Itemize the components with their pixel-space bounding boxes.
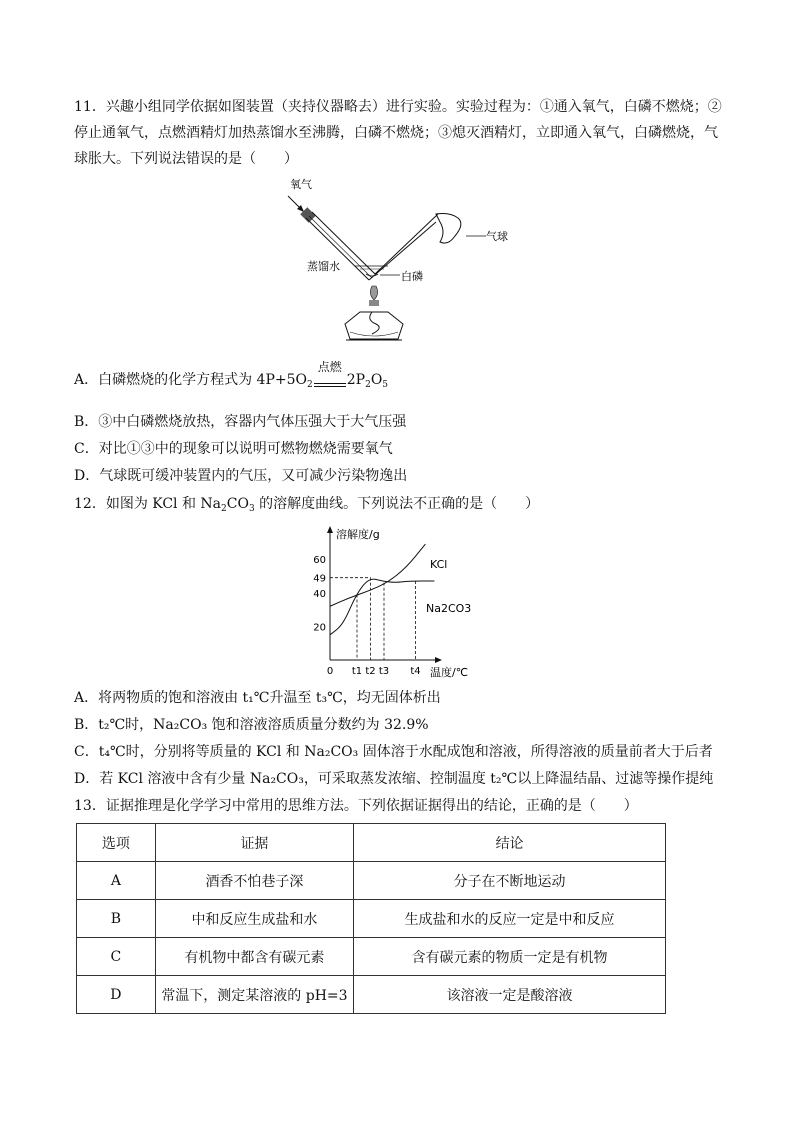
y-axis-label: 溶解度/g [336, 528, 380, 541]
table-row[interactable] [77, 862, 666, 900]
x-tick-label: 0 [326, 666, 334, 677]
q13-table [76, 823, 666, 1014]
table-header: 证据 [155, 824, 353, 862]
y-tick-label: 49 [313, 573, 326, 585]
table-cell: 分子在不断地运动 [354, 862, 666, 900]
series-label-kcl: KCl [430, 558, 448, 571]
q11-option-d[interactable]: D．气球既可缓冲装置内的气压，又可减少污染物逸出 [74, 468, 408, 484]
table-cell: 有机物中都含有碳元素 [155, 938, 353, 976]
y-tick-label: 40 [313, 588, 326, 600]
label-phosphorus: 白磷 [401, 270, 423, 283]
label-balloon: 气球 [486, 230, 508, 243]
table-cell: 中和反应生成盐和水 [155, 900, 353, 938]
x-axis-label: 温度/℃ [430, 666, 469, 679]
table-row[interactable] [77, 938, 666, 976]
table-header: 选项 [77, 824, 156, 862]
y-tick-label: 60 [313, 555, 326, 567]
table-cell: 酒香不怕巷子深 [155, 862, 353, 900]
table-cell: 常温下，测定某溶液的 pH=3 [155, 976, 353, 1014]
table-cell: D [77, 976, 156, 1014]
series-line-na2co3 [330, 579, 434, 635]
x-tick-label: t2 [365, 666, 376, 677]
x-tick-label: t1 [351, 666, 363, 677]
table-cell: 含有碳元素的物质一定是有机物 [354, 938, 666, 976]
table-header-row [77, 824, 666, 862]
y-tick-label: 20 [313, 622, 326, 634]
table-row[interactable] [77, 976, 666, 1014]
table-row[interactable] [77, 900, 666, 938]
series-line-kcl [330, 544, 425, 606]
q11-option-a[interactable]: A．白磷燃烧的化学方程式为 $4P+5O_2$ 点燃 $2P_2O_5$ [74, 370, 388, 395]
solubility-chart [306, 524, 496, 684]
y-axis-arrow [327, 526, 333, 533]
x-tick-label: t3 [378, 666, 390, 677]
q13-stem: 13．证据推理是化学学习中常用的思维方法。下列依据证据得出的结论，正确的是（ ） [74, 798, 638, 814]
q12-stem: 12．如图为 KCl 和 $Na_2CO_3$ 的溶解度曲线。下列说法不正确的是（ ） [74, 496, 540, 514]
table-header: 结论 [354, 824, 666, 862]
x-tick-label: t4 [410, 666, 421, 677]
table-cell: A [77, 862, 156, 900]
q12-option-b[interactable]: B．t₂℃时，Na₂CO₃ 饱和溶液溶质质量分数约为 32.9% [74, 717, 429, 733]
q12-option-c[interactable]: C．t₄℃时，分别将等质量的 KCl 和 Na₂CO₃ 固体溶于水配成饱和溶液，所得溶液的质量前者大于后者 [74, 744, 713, 760]
table-cell: 该溶液一定是酸溶液 [354, 976, 666, 1014]
q11-option-b[interactable]: B．③中白磷燃烧放热，容器内气体压强大于大气压强 [74, 414, 407, 430]
x-axis-arrow [435, 657, 442, 663]
series-label-na2co3: Na2CO3 [426, 602, 472, 615]
table-cell: C [77, 938, 156, 976]
q11-apparatus-figure [280, 174, 520, 354]
label-water: 蒸馏水 [307, 260, 340, 273]
q12-option-a[interactable]: A．将两物质的饱和溶液由 t₁℃升温至 t₃℃，均无固体析出 [74, 690, 441, 706]
reaction-condition: 点燃 [314, 375, 346, 395]
label-oxygen: 氧气 [290, 178, 312, 191]
q11-option-c[interactable]: C．对比①③中的现象可以说明可燃物燃烧需要氧气 [74, 441, 393, 457]
q11-stem: 11．兴趣小组同学依据如图装置（夹持仪器略去）进行实验。实验过程为：①通入氧气，白磷不燃烧；②停止通氧气，点燃酒精灯加热蒸馏水至沸腾，白磷不燃烧；③熄灭酒精灯，立即通入氧气，白磷燃烧，气球胀大。下列说法错误的是（ ） [74, 99, 722, 167]
table-cell: 生成盐和水的反应一定是中和反应 [354, 900, 666, 938]
table-cell: B [77, 900, 156, 938]
q12-option-d[interactable]: D．若 KCl 溶液中含有少量 Na₂CO₃，可采取蒸发浓缩、控制温度 t₂℃以上降温结晶、过滤等操作提纯 [74, 771, 714, 787]
